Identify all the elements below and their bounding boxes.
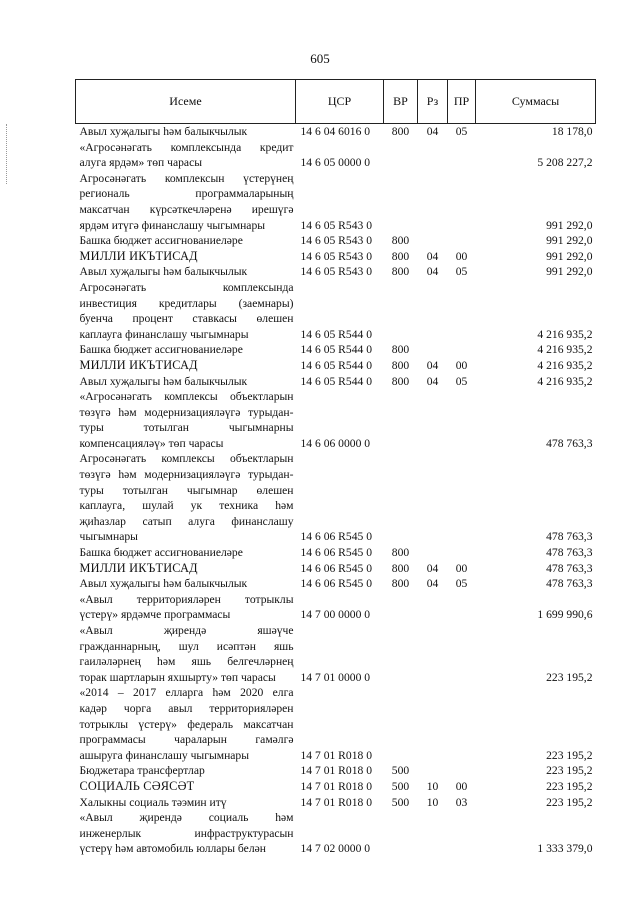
table-row <box>76 592 596 623</box>
cell-name-line: кадәр чорга авыл территорияләрен <box>79 701 294 715</box>
cell-rz <box>418 171 448 233</box>
cell-csr: 14 6 06 R545 0 <box>300 530 372 544</box>
cell-rz <box>418 592 448 623</box>
cell-name-line: инвестиция кредитлары (заемнары) <box>79 296 294 310</box>
cell-csr: 14 6 05 R543 0 <box>300 249 372 263</box>
header-name: Исеме <box>76 80 296 124</box>
cell-rz: 04 <box>426 374 439 388</box>
cell-rz: 10 <box>426 779 439 793</box>
cell-sum: 4 216 935,2 <box>537 374 593 388</box>
cell-name <box>76 576 296 592</box>
cell-name <box>76 795 296 811</box>
table-row <box>76 810 596 857</box>
table-row <box>76 342 596 358</box>
table-row <box>76 124 596 140</box>
cell-pr: 00 <box>455 779 468 793</box>
table-row <box>76 451 596 545</box>
cell-sum: 4 216 935,2 <box>537 343 593 357</box>
cell-name <box>76 171 296 233</box>
cell-name-line: тотрыклы үстерү» федераль максатчан <box>79 717 294 731</box>
cell-sum: 223 195,2 <box>546 795 593 809</box>
cell-csr: 14 6 06 R545 0 <box>300 561 372 575</box>
cell-csr: 14 6 06 0000 0 <box>300 436 371 450</box>
cell-sum: 478 763,3 <box>546 436 593 450</box>
cell-name <box>76 374 296 390</box>
cell-rz <box>418 763 448 779</box>
cell-name <box>76 389 296 451</box>
cell-vr <box>384 623 418 685</box>
cell-vr: 800 <box>391 358 410 372</box>
cell-pr <box>448 342 476 358</box>
cell-csr: 14 7 01 R018 0 <box>300 795 372 809</box>
table-row <box>76 389 596 451</box>
cell-name-line: каплауга, шулай ук техника һәм <box>79 499 294 513</box>
cell-name-line: «Авыл территорияләрен тотрыклы <box>79 592 294 606</box>
cell-csr: 14 6 05 R544 0 <box>300 327 372 341</box>
header-sum: Суммасы <box>476 80 596 124</box>
cell-pr: 05 <box>455 125 468 138</box>
cell-sum: 478 763,3 <box>546 546 593 560</box>
cell-csr: 14 7 01 R018 0 <box>300 779 372 793</box>
cell-vr: 500 <box>391 779 410 793</box>
cell-name-line: торак шартларын яхшырту» төп чарасы <box>79 670 276 684</box>
cell-pr <box>448 623 476 685</box>
cell-sum: 223 195,2 <box>546 779 593 793</box>
cell-name-line: МИЛЛИ ИКЪТИСАД <box>79 248 198 263</box>
cell-name-line: буенча процент ставкасы өлешен <box>79 312 294 326</box>
cell-vr: 800 <box>391 234 410 248</box>
cell-pr: 00 <box>455 561 468 575</box>
cell-rz: 04 <box>426 577 439 591</box>
cell-sum: 4 216 935,2 <box>537 358 593 372</box>
cell-rz <box>418 623 448 685</box>
cell-sum: 478 763,3 <box>546 530 593 544</box>
table-body <box>76 124 596 857</box>
cell-pr <box>448 545 476 561</box>
cell-vr <box>384 171 418 233</box>
cell-rz <box>418 233 448 249</box>
cell-rz: 04 <box>426 125 439 138</box>
table-row <box>76 779 596 795</box>
cell-name-line: Бюджетара трансфертлар <box>79 764 205 778</box>
cell-name-line: Агросәнәгать комплексында <box>79 280 294 294</box>
cell-name-line: Агросәнәгать комплексы объектларын <box>79 452 294 466</box>
cell-name <box>76 451 296 545</box>
cell-vr <box>384 451 418 545</box>
cell-name-line: региональ программаларының <box>79 187 294 201</box>
cell-name-line: гражданнарның, шул исәптән яшь <box>79 639 294 653</box>
cell-vr <box>384 592 418 623</box>
cell-pr: 05 <box>455 265 468 279</box>
cell-pr: 00 <box>455 358 468 372</box>
cell-pr <box>448 280 476 342</box>
cell-name <box>76 545 296 561</box>
cell-pr: 00 <box>455 249 468 263</box>
cell-sum: 1 333 379,0 <box>537 842 593 856</box>
table-row <box>76 140 596 171</box>
cell-name-line: туры тотылган чыгымнар өлешен <box>79 483 294 497</box>
header-rz: Рз <box>418 80 448 124</box>
cell-name <box>76 280 296 342</box>
cell-vr: 800 <box>391 546 410 560</box>
cell-csr: 14 6 05 R543 0 <box>300 265 372 279</box>
cell-vr <box>384 685 418 763</box>
cell-name <box>76 685 296 763</box>
table-row <box>76 561 596 577</box>
cell-name-line: компенсацияләү» төп чарасы <box>79 436 224 450</box>
cell-csr: 14 6 05 R544 0 <box>300 374 372 388</box>
cell-rz: 10 <box>426 795 439 809</box>
cell-pr <box>448 810 476 857</box>
cell-sum: 18 178,0 <box>551 125 593 138</box>
table-row <box>76 795 596 811</box>
table-row <box>76 685 596 763</box>
cell-name-line: җиһазлар сатып алуга финанслашу <box>79 514 294 528</box>
cell-sum: 5 208 227,2 <box>537 156 593 170</box>
cell-pr <box>448 592 476 623</box>
cell-name-line: ашыруга финанслашу чыгымнары <box>79 748 250 762</box>
cell-name-line: «2014 – 2017 елларга һәм 2020 елга <box>79 686 294 700</box>
cell-rz: 04 <box>426 249 439 263</box>
cell-csr: 14 6 06 R545 0 <box>300 577 372 591</box>
cell-name <box>76 342 296 358</box>
cell-vr: 500 <box>391 764 410 778</box>
cell-rz <box>418 280 448 342</box>
cell-rz <box>418 685 448 763</box>
cell-name-line: үстерү» ярдәмче программасы <box>79 608 231 622</box>
cell-pr <box>448 233 476 249</box>
cell-csr: 14 6 06 R545 0 <box>300 546 372 560</box>
cell-rz <box>418 140 448 171</box>
cell-name-line: СОЦИАЛЬ СӘЯСӘТ <box>79 778 195 793</box>
table-row <box>76 233 596 249</box>
cell-csr: 14 7 00 0000 0 <box>300 608 371 622</box>
cell-name <box>76 763 296 779</box>
cell-name <box>76 124 296 140</box>
cell-name-line: каплауга финанслашу чыгымнары <box>79 327 249 341</box>
table-row <box>76 374 596 390</box>
cell-pr: 03 <box>455 795 468 809</box>
cell-name <box>76 561 296 577</box>
cell-sum: 991 292,0 <box>546 249 593 263</box>
margin-marks <box>6 124 13 184</box>
budget-table <box>75 79 596 857</box>
cell-csr: 14 6 05 R543 0 <box>300 218 372 232</box>
cell-name-line: программасы чараларын гамәлгә <box>79 733 294 747</box>
table-row <box>76 623 596 685</box>
cell-name <box>76 810 296 857</box>
table-row <box>76 576 596 592</box>
cell-name-line: «Авыл җирендә яшәүче <box>79 624 294 637</box>
cell-name-line: МИЛЛИ ИКЪТИСАД <box>79 357 198 372</box>
cell-name-line: туры тотылган чыгымнарны <box>79 421 294 435</box>
header-csr: ЦСР <box>296 80 384 124</box>
table-row <box>76 171 596 233</box>
cell-name-line: «Агросәнәгать комплексы объектларын <box>79 390 294 404</box>
cell-rz <box>418 389 448 451</box>
table-row <box>76 264 596 280</box>
cell-sum: 991 292,0 <box>546 218 593 232</box>
cell-name-line: Авыл хуҗалыгы һәм балыкчылык <box>79 125 248 138</box>
cell-csr: 14 6 05 R544 0 <box>300 343 372 357</box>
cell-rz: 04 <box>426 358 439 372</box>
cell-name-line: Авыл хуҗалыгы һәм балыкчылык <box>79 374 248 388</box>
cell-pr <box>448 140 476 171</box>
cell-name <box>76 623 296 685</box>
cell-pr <box>448 389 476 451</box>
cell-vr: 800 <box>391 343 410 357</box>
cell-csr: 14 7 01 0000 0 <box>300 670 371 684</box>
cell-sum: 4 216 935,2 <box>537 327 593 341</box>
cell-pr <box>448 451 476 545</box>
cell-sum: 478 763,3 <box>546 561 593 575</box>
cell-name-line: Халыкны социаль тәэмин итү <box>79 795 227 809</box>
cell-name-line: ярдәм итүгә финанслашу чыгымнары <box>79 218 266 232</box>
cell-name-line: төзүгә һәм модернизацияләүгә турыдан- <box>79 405 294 419</box>
cell-csr: 14 7 02 0000 0 <box>300 842 371 856</box>
cell-name-line: Башка бюджет ассигнованиеләре <box>79 343 243 357</box>
cell-sum: 478 763,3 <box>546 577 593 591</box>
cell-sum: 991 292,0 <box>546 234 593 248</box>
cell-name-line: алуга ярдәм» төп чарасы <box>79 156 203 170</box>
table-row <box>76 280 596 342</box>
cell-csr: 14 7 01 R018 0 <box>300 764 372 778</box>
cell-vr: 800 <box>391 265 410 279</box>
cell-vr: 800 <box>391 249 410 263</box>
cell-name-line: Башка бюджет ассигнованиеләре <box>79 234 243 248</box>
cell-pr <box>448 763 476 779</box>
cell-rz: 04 <box>426 561 439 575</box>
header-vr: ВР <box>384 80 418 124</box>
cell-vr: 800 <box>391 561 410 575</box>
cell-rz <box>418 342 448 358</box>
cell-vr <box>384 280 418 342</box>
cell-pr <box>448 171 476 233</box>
table-row <box>76 249 596 265</box>
cell-sum: 1 699 990,6 <box>537 608 593 622</box>
cell-name <box>76 779 296 795</box>
cell-csr: 14 6 05 R543 0 <box>300 234 372 248</box>
cell-sum: 991 292,0 <box>546 265 593 279</box>
cell-name-line: Агросәнәгать комплексын үстерүнең <box>79 171 294 185</box>
cell-rz <box>418 810 448 857</box>
cell-pr: 05 <box>455 374 468 388</box>
cell-name-line: Авыл хуҗалыгы һәм балыкчылык <box>79 577 248 591</box>
cell-name <box>76 358 296 374</box>
cell-rz: 04 <box>426 265 439 279</box>
cell-csr: 14 6 04 6016 0 <box>300 125 371 138</box>
cell-name-line: «Агросәнәгать комплексында кредит <box>79 140 294 154</box>
cell-name-line: төзүгә һәм модернизацияләүгә турыдан- <box>79 468 294 482</box>
cell-vr <box>384 810 418 857</box>
cell-vr: 800 <box>391 577 410 591</box>
page-number: 605 <box>310 51 330 66</box>
table-row <box>76 763 596 779</box>
cell-vr <box>384 389 418 451</box>
cell-name-line: гаиләләрнең һәм яшь белгечләрнең <box>79 655 294 669</box>
cell-csr: 14 7 01 R018 0 <box>300 748 372 762</box>
cell-name-line: максатчан күрсәткечләренә ирешүгә <box>79 202 294 216</box>
cell-sum: 223 195,2 <box>546 764 593 778</box>
cell-name-line: МИЛЛИ ИКЪТИСАД <box>79 560 198 575</box>
cell-vr: 800 <box>391 125 410 138</box>
cell-sum: 223 195,2 <box>546 748 593 762</box>
table-header <box>76 80 596 124</box>
cell-rz <box>418 545 448 561</box>
table-row <box>76 358 596 374</box>
cell-rz <box>418 451 448 545</box>
cell-pr: 05 <box>455 577 468 591</box>
cell-name <box>76 264 296 280</box>
header-pr: ПР <box>448 80 476 124</box>
cell-name-line: инженерлык инфраструктурасын <box>79 826 294 840</box>
cell-sum: 223 195,2 <box>546 670 593 684</box>
cell-name <box>76 249 296 265</box>
cell-name-line: Башка бюджет ассигнованиеләре <box>79 546 243 560</box>
cell-name-line: Авыл хуҗалыгы һәм балыкчылык <box>79 265 248 279</box>
cell-name-line: «Авыл җирендә социаль һәм <box>79 811 294 825</box>
cell-name-line: чыгымнары <box>79 530 138 544</box>
cell-name <box>76 140 296 171</box>
table-row <box>76 545 596 561</box>
cell-pr <box>448 685 476 763</box>
cell-name-line: үстерү һәм автомобиль юллары белән <box>79 842 266 856</box>
cell-csr: 14 6 05 R544 0 <box>300 358 372 372</box>
cell-vr <box>384 140 418 171</box>
cell-name <box>76 233 296 249</box>
cell-vr: 800 <box>391 374 410 388</box>
cell-vr: 500 <box>391 795 410 809</box>
cell-csr: 14 6 05 0000 0 <box>300 156 371 170</box>
cell-name <box>76 592 296 623</box>
